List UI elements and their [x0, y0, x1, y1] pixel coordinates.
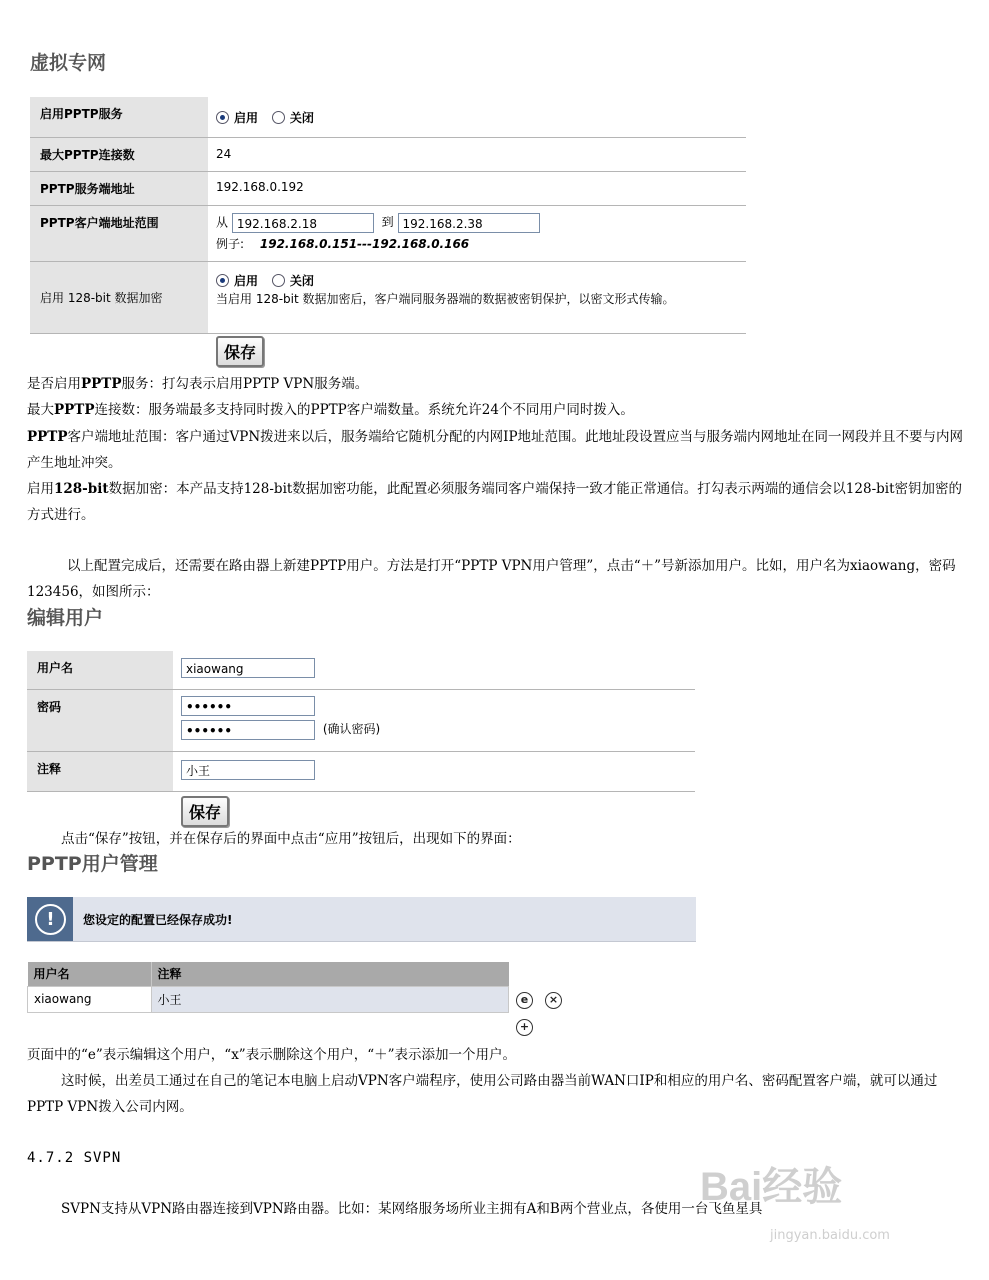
encryption-on-label: 启用 [234, 273, 259, 288]
encryption-desc: 当启用 128-bit 数据加密后，客户端同服务器端的数据被密钥保护，以密文形式传输。 [216, 291, 675, 306]
password-cell [173, 689, 695, 751]
server-addr-value: 192.168.0.192 [208, 171, 746, 205]
edit-user-table [27, 651, 695, 792]
paragraph-svpn: SVPN支持从VPN路由器连接到VPN路由器。比如：某网络服务场所业主拥有A和B两个营业点，各使用一台飞鱼星具 [61, 1201, 763, 1217]
encryption-off-label: 关闭 [289, 273, 314, 288]
alert-icon: ! [35, 904, 66, 935]
password-input[interactable]: •••••• [181, 696, 315, 716]
paragraph-encryption: 启用128-bit数据加密：本产品支持128-bit数据加密功能，此配置必须服务端同客户端保持一致才能正常通信。打勾表示两端的通信会以128-bit密钥加密的方式进行。 [27, 481, 963, 523]
confirm-password-input[interactable]: •••••• [181, 720, 315, 740]
vpn-save-button[interactable]: 保存 [216, 336, 264, 367]
paragraph-max-conn: 最大PPTP连接数：服务端最多支持同时拨入的PPTP客户端数量。系统允许24个不同用户同时拨入。 [27, 402, 634, 418]
pptp-enable-label: 启用PPTP服务 [30, 97, 208, 137]
pptp-mgmt-title: PPTP用户管理 [27, 853, 158, 875]
confirm-password-hint: (确认密码) [322, 722, 381, 736]
table-row [28, 986, 509, 1012]
row-note: 小王 [151, 986, 509, 1012]
example-label: 例子: [216, 236, 245, 251]
note-input[interactable]: 小王 [181, 760, 315, 780]
password-label: 密码 [27, 689, 173, 751]
encryption-off-radio[interactable] [272, 274, 285, 287]
section-heading-svpn: 4.7.2 SVPN [27, 1150, 122, 1166]
encryption-on-radio[interactable] [216, 274, 229, 287]
example-value: 192.168.0.151---192.168.0.166 [259, 236, 470, 251]
range-to-input[interactable]: 192.168.2.38 [398, 213, 540, 233]
info-icon-box [27, 897, 73, 941]
delete-user-icon[interactable]: × [545, 992, 562, 1009]
server-addr-label: PPTP服务端地址 [30, 171, 208, 205]
user-list-table [27, 962, 509, 1013]
note-cell [173, 751, 695, 791]
client-range-label: PPTP客户端地址范围 [30, 205, 208, 261]
edit-user-title: 编辑用户 [27, 607, 104, 629]
watermark-url: jingyan.baidu.com [770, 1228, 890, 1243]
pptp-enable-value [208, 97, 746, 137]
paragraph-client-setup: 这时候，出差员工通过在自己的笔记本电脑上启动VPN客户端程序，使用公司路由器当前WAN口IP和相应的用户名、密码配置客户端，就可以通过PPTP VPN拨入公司内网。 [27, 1073, 938, 1115]
row-username: xiaowang [28, 986, 152, 1012]
username-label: 用户名 [27, 651, 173, 689]
success-message: 您设定的配置已经保存成功! [83, 913, 233, 927]
col-header-note: 注释 [157, 967, 182, 982]
range-from-label: 从 [216, 215, 229, 229]
paragraph-icon-legend: 页面中的“e”表示编辑这个用户，“x”表示删除这个用户，“＋”表示添加一个用户。 [27, 1047, 517, 1063]
vpn-settings-table [30, 97, 746, 334]
edit-user-save-button[interactable]: 保存 [181, 796, 229, 827]
pptp-enable-off-radio[interactable] [272, 111, 285, 124]
pptp-enable-on-radio[interactable] [216, 111, 229, 124]
username-input[interactable]: xiaowang [181, 658, 315, 678]
range-from-input[interactable]: 192.168.2.18 [232, 213, 374, 233]
max-conn-value: 24 [208, 137, 746, 171]
add-user-icon[interactable]: + [516, 1019, 533, 1036]
paragraph-pptp-enable: 是否启用PPTP服务：打勾表示启用PPTP VPN服务端。 [27, 376, 369, 392]
paragraph-client-range: PPTP客户端地址范围：客户通过VPN拨进来以后，服务端给它随机分配的内网IP地址范围。此地址段设置应当与服务端内网地址在同一网段并且不要与内网产生地址冲突。 [27, 429, 964, 471]
client-range-value [208, 205, 746, 261]
pptp-enable-on-label: 启用 [234, 111, 259, 125]
note-label: 注释 [27, 751, 173, 791]
vpn-section-title: 虚拟专网 [30, 52, 107, 74]
encryption-value [208, 261, 746, 333]
pptp-enable-off-label: 关闭 [289, 111, 314, 125]
max-conn-label: 最大PPTP连接数 [30, 137, 208, 171]
username-cell [173, 651, 695, 689]
col-header-username: 用户名 [28, 962, 152, 986]
range-to-label: 到 [381, 215, 394, 229]
encryption-label: 启用 128-bit 数据加密 [30, 261, 208, 333]
paragraph-after-save: 点击“保存”按钮，并在保存后的界面中点击“应用”按钮后，出现如下的界面： [61, 831, 521, 847]
watermark-brand: Bai经验 [700, 1165, 843, 1209]
paragraph-new-user: 以上配置完成后，还需要在路由器上新建PPTP用户。方法是打开“PPTP VPN用户管理”，点击“＋”号新添加用户。比如，用户名为xiaowang，密码123456，如图所示： [27, 558, 956, 600]
success-banner [27, 897, 696, 942]
edit-user-icon[interactable]: e [516, 992, 533, 1009]
